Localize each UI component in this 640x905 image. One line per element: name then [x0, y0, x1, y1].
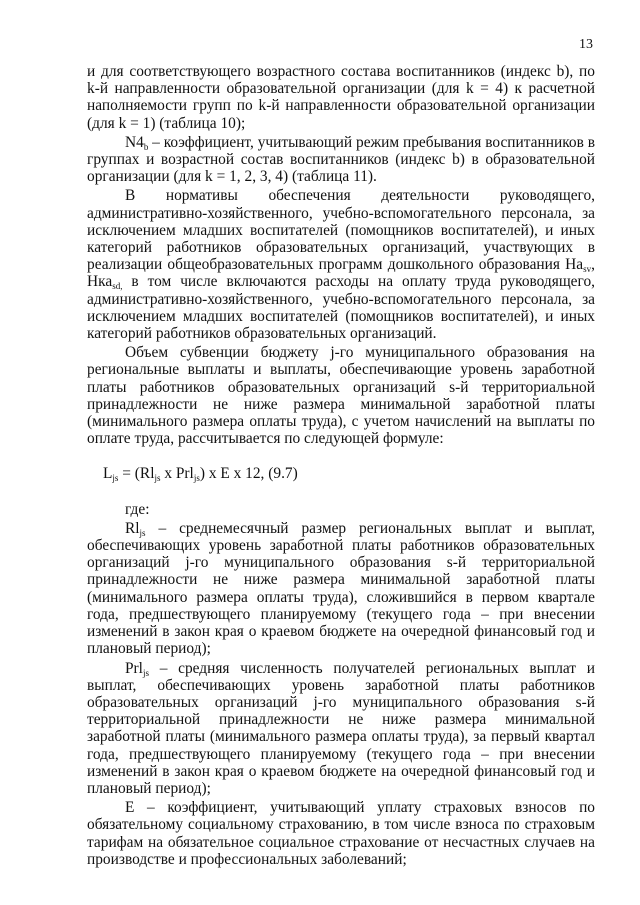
formula-prl-subscript: js: [193, 473, 200, 484]
formula-lhs: L: [103, 465, 113, 483]
subscript-sv: sv: [583, 264, 592, 275]
symbol-n4-subscript: b: [143, 141, 149, 152]
definition-rl: [87, 520, 595, 658]
document-body: [87, 63, 595, 868]
staff-standards-text-c: в том числе включаются расходы на оплату труда руководящего, административно-хозяйственного, учебно-вспомогательного персонала, за исключением младших воспитателей (помощников воспитателей), и иных категорий работников образовательных организаций.: [87, 273, 595, 343]
page-number: 13: [579, 37, 593, 52]
paragraph-age-composition: и для соответствующего возрастного состава воспитанников (индекс b), по k-й направленности образовательной организации (для k = 4) к расчетной наполняемости групп по k-й направленности образовательной организации (для k = 1) (таблица 10);: [87, 63, 595, 132]
formula-mid: x Prl: [160, 465, 194, 483]
staff-standards-text-b: , Нка: [87, 256, 595, 291]
formula-9-7: [87, 465, 595, 482]
symbol-n4: N4: [125, 133, 144, 151]
paragraph-staff-standards: [87, 187, 595, 342]
staff-standards-text-a: В нормативы обеспечения деятельности руководящего, административно-хозяйственного, учебно-вспомогательного персонала, за исключением младших воспитателей (помощников воспитателей), и иных категорий работников образовательных организаций, участвующих в реализации общеобразовательных программ дошкольного образования На: [87, 187, 595, 274]
definition-rl-subscript: js: [139, 527, 146, 538]
n4-definition: – коэффициент, учитывающий режим пребывания воспитанников в группах и возрастной состав воспитанников (индекс b) в образовательной организации (для k = 1, 2, 3, 4) (таблица 11).: [87, 133, 595, 186]
definition-e: E – коэффициент, учитывающий уплату страховых взносов по обязательному социальному страхованию, в том числе взноса по страховым тарифам на обязательное социальное страхование от несчастных случаев на производстве и профессиональных заболеваний;: [87, 799, 595, 868]
definition-rl-text: – среднемесячный размер региональных выплат и выплат, обеспечивающих уровень заработной платы работников образовательных организаций j-го муниципального образования s-й территориальной принадлежности не ниже размера минимальной заработной платы (минимального размера оплаты труда), сложившийся в первом квартале года, предшествующего планируемому (текущего года – при внесении изменений в закон края о краевом бюджете на очередной финансовый год и плановый период);: [87, 519, 595, 658]
where-label: где:: [125, 500, 150, 518]
formula-rest: ) x E x 12, (9.7): [199, 465, 298, 483]
definition-rl-symbol: Rl: [125, 519, 140, 537]
formula-lhs-subscript: js: [112, 473, 119, 484]
definition-prl-text: – средняя численность получателей региональных выплат и выплат, обеспечивающих уровень заработной платы работников образовательных организаций j-го муниципального образования s-й территориальной принадлежности не ниже размера минимальной заработной платы (минимального размера оплаты труда), за первый квартал года, предшествующего планируемому (текущего года – при внесении изменений в закон края о краевом бюджете на очередной финансовый год и плановый период);: [87, 659, 595, 797]
formula-rl-subscript: js: [154, 473, 161, 484]
definition-prl-symbol: Prl: [125, 659, 143, 677]
formula-eq: = (Rl: [118, 465, 155, 483]
paragraph-n4-coefficient: [87, 134, 595, 186]
paragraph-subvention-volume: Объем субвенции бюджету j-го муниципального образования на региональные выплаты и выплаты, обеспечивающие уровень заработной платы работников образовательных организаций s-й территориальной принадлежности не ниже размера минимальной заработной платы (минимального размера оплаты труда), с учетом начислений на выплаты по оплате труда, рассчитывается по следующей формуле:: [87, 344, 595, 448]
subscript-sd: sd,: [112, 281, 123, 292]
definition-prl-subscript: js: [142, 667, 149, 678]
definition-prl: [87, 660, 595, 798]
